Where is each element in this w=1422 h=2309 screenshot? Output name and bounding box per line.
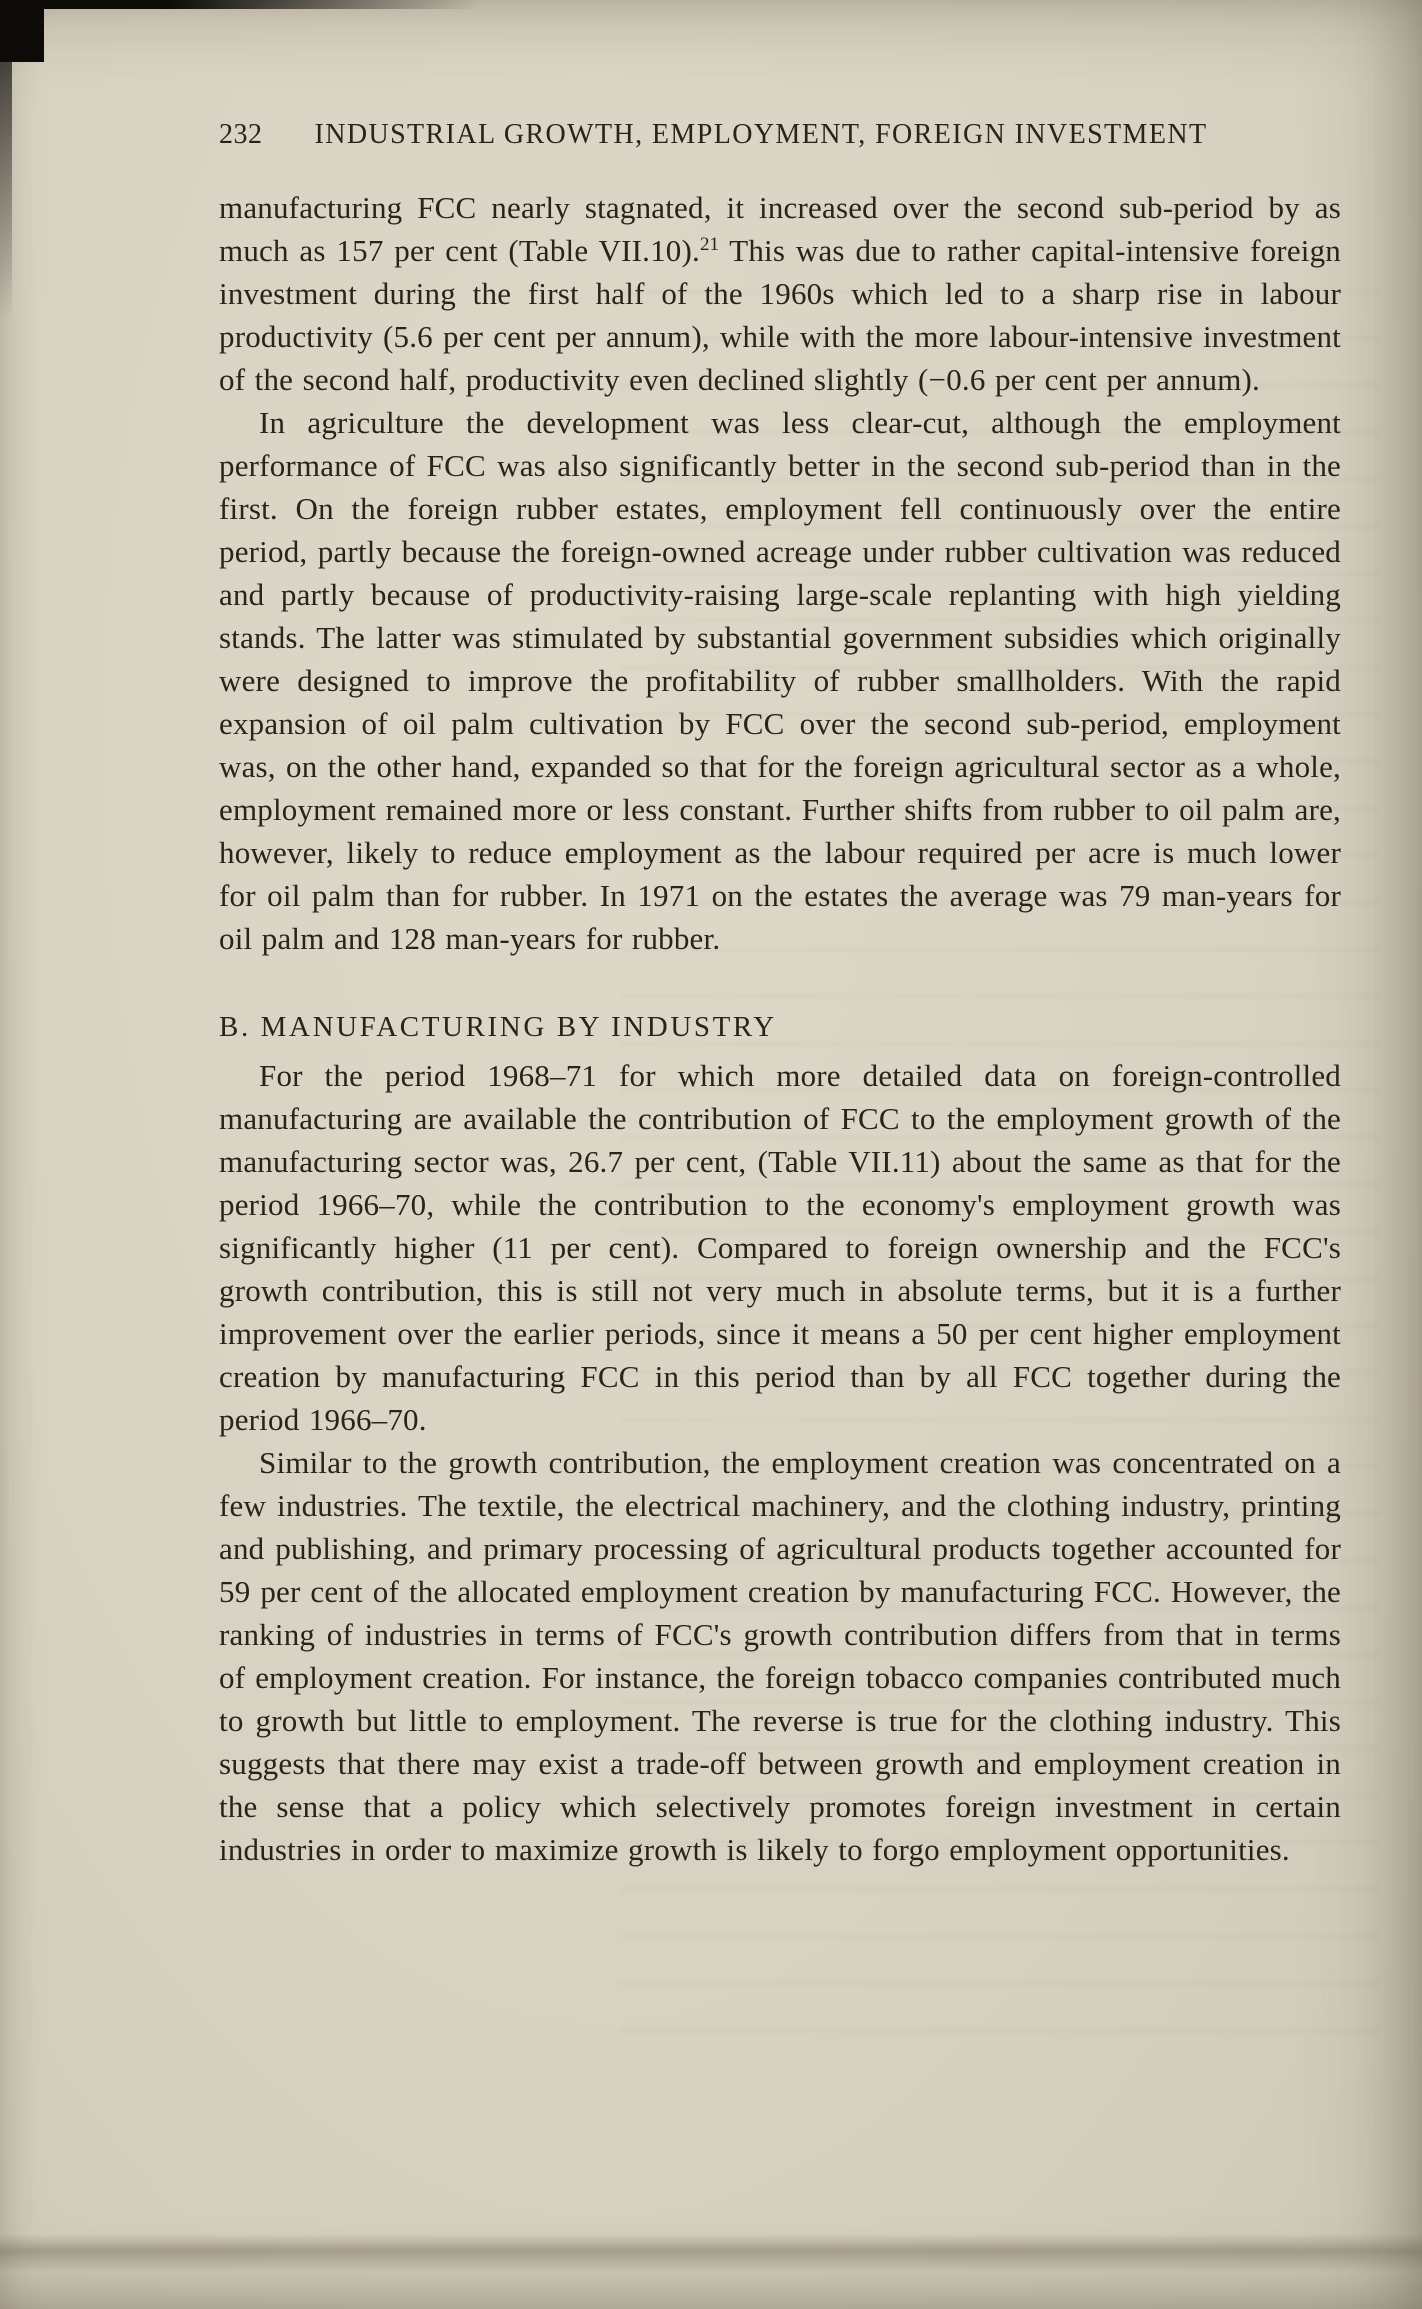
- page-text-block: [219, 118, 1341, 1871]
- paragraph-manufacturing-by-industry-2: Similar to the growth contribution, the employment creation was concentrated on a few industries. The textile, the electrical machinery, and the clothing industry, printing and publishing, and primary processing of agricultural products together accounted for 59 per cent of the allocated employment creation by manufacturing FCC. However, the ranking of industries in terms of FCC's growth contribution differs from that in terms of employment creation. For instance, the foreign tobacco companies contributed much to growth but little to employment. The reverse is true for the clothing industry. This suggests that there may exist a trade-off between growth and employment creation in the sense that a policy which selectively promotes foreign investment in certain industries in order to maximize growth is likely to forgo employment opportunities.: [219, 1445, 1341, 1867]
- scan-left-edge-shadow: [0, 0, 12, 320]
- paragraph-continuation: [219, 186, 1341, 401]
- paragraph-manufacturing-by-industry-1: For the period 1968–71 for which more detailed data on foreign-controlled manufacturing are available the contribution of FCC to the employment growth of the manufacturing sector was, 26.7 per cent, (Table VII.11) about the same as that for the period 1966–70, while the contribution to the economy's employment growth was significantly higher (11 per cent). Compared to foreign ownership and the FCC's growth contribution, this is still not very much in absolute terms, but it is a further improvement over the earlier periods, since it means a 50 per cent higher employment creation by manufacturing FCC in this period than by all FCC together during the period 1966–70.: [219, 1058, 1341, 1437]
- running-header: [219, 118, 1341, 152]
- paragraph-text: This was due to rather capital-intensive foreign investment during the first half of the 1960s which led to a sharp rise in labour productivity (5.6 per cent per annum), while with the more labour-intensive investment of the second half, productivity even declined slightly (−0.6 per cent per annum).: [219, 233, 1342, 397]
- running-head-title: INDUSTRIAL GROWTH, EMPLOYMENT, FOREIGN INVESTMENT: [314, 119, 1208, 150]
- footnote-marker: 21: [700, 234, 719, 255]
- scan-bottom-edge-artifact: [0, 2234, 1422, 2272]
- scan-top-edge-artifact: [0, 0, 480, 9]
- paragraph-agriculture: In agriculture the development was less clear-cut, although the employment performance of FCC was also significantly better in the second sub-period than in the first. On the foreign rubber estates, employment fell continuously over the entire period, partly because the foreign-owned acreage under rubber cultivation was reduced and partly because of productivity-raising large-scale replanting with high yielding stands. The latter was stimulated by substantial government subsidies which originally were designed to improve the profitability of rubber smallholders. With the rapid expansion of oil palm cultivation by FCC over the second sub-period, employment was, on the other hand, expanded so that for the foreign agricultural sector as a whole, employment remained more or less constant. Further shifts from rubber to oil palm are, however, likely to reduce employment as the labour required per acre is much lower for oil palm than for rubber. In 1971 on the estates the average was 79 man-years for oil palm and 128 man-years for rubber.: [219, 405, 1341, 956]
- paragraph-text: manufacturing FCC nearly stagnated, it increased over the second sub-period by as much as 157 per cent (Table VII.10).: [219, 190, 1341, 268]
- page-number: 232: [219, 119, 263, 150]
- section-heading: B. MANUFACTURING BY INDUSTRY: [219, 1011, 777, 1043]
- page-body: [219, 186, 1341, 1871]
